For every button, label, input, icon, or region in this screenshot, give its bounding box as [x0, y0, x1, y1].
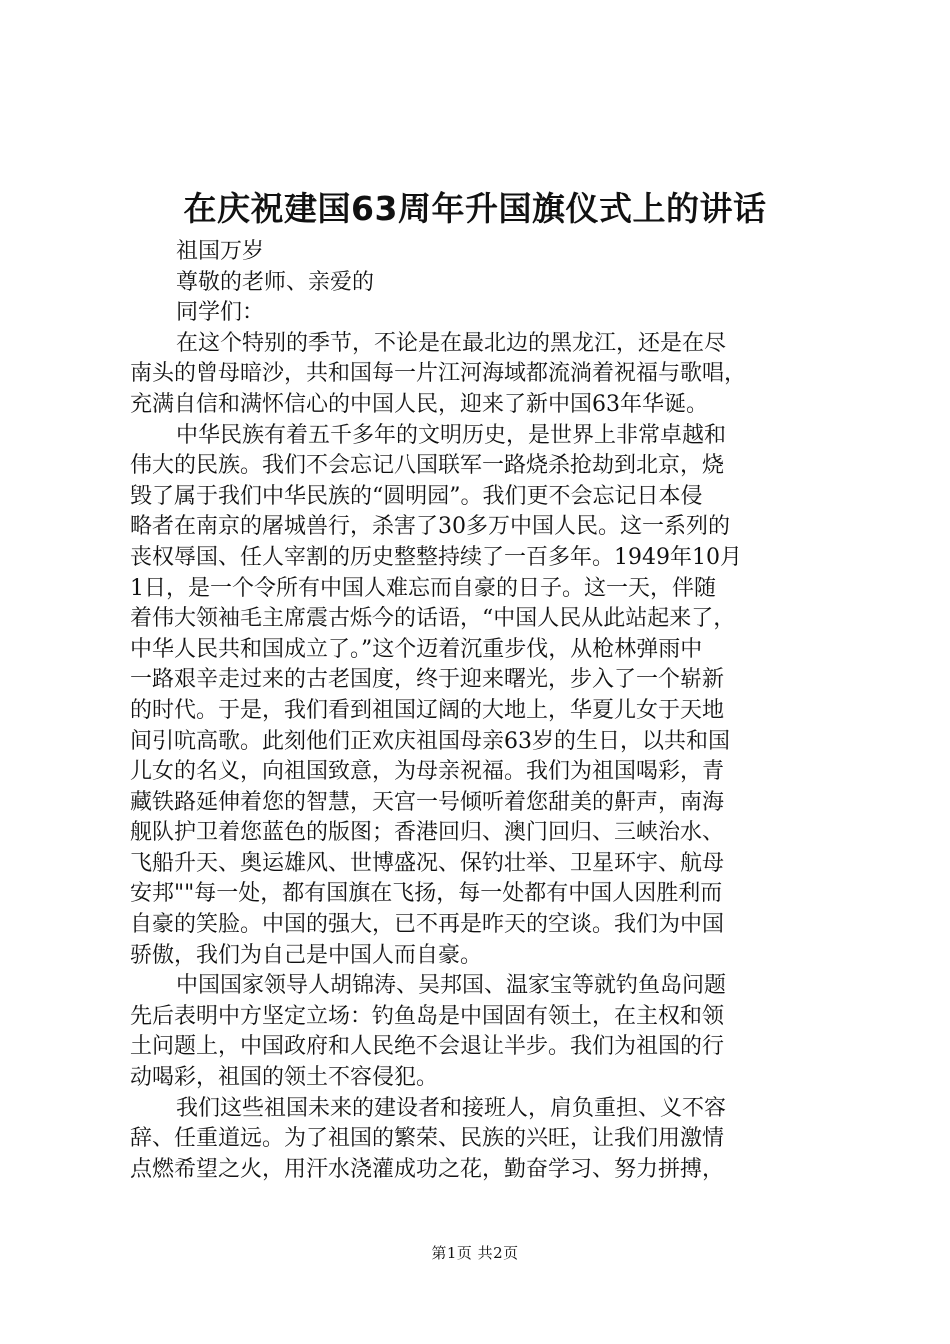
text-line: 飞船升天、奥运雄风、世博盛况、保钓壮举、卫星环宇、航母 — [130, 850, 725, 876]
text-line: 先后表明中方坚定立场：钓鱼岛是中国固有领土，在主权和领 — [130, 1003, 725, 1029]
text-line: 尊敬的老师、亲爱的 — [176, 269, 375, 295]
text-line: 着伟大领袖毛主席震古烁今的话语，“中国人民从此站起来了， — [130, 606, 736, 632]
text-line: 伟大的民族。我们不会忘记八国联军一路烧杀抢劫到北京，烧 — [130, 453, 725, 479]
text-line: 丧权辱国、任人宰割的历史整整持续了一百多年。1949年10月 — [130, 544, 742, 570]
text-line: 一路艰辛走过来的古老国度，终于迎来曙光，步入了一个崭新 — [130, 667, 725, 693]
text-line: 在这个特别的季节，不论是在最北边的黑龙江，还是在尽 — [176, 330, 727, 356]
text-line: 充满自信和满怀信心的中国人民，迎来了新中国63年华诞。 — [130, 391, 708, 417]
text-line: 略者在南京的屠城兽行，杀害了30多万中国人民。这一系列的 — [130, 514, 730, 540]
text-line: 安邦""每一处，都有国旗在飞扬，每一处都有中国人因胜利而 — [130, 881, 723, 907]
page-footer: 第1页 共2页 — [431, 1244, 519, 1262]
text-line: 舰队护卫着您蓝色的版图；香港回归、澳门回归、三峡治水、 — [130, 820, 725, 846]
text-line: 南头的曾母暗沙，共和国每一片江河海域都流淌着祝福与歌唱， — [130, 361, 747, 387]
text-line: 土问题上，中国政府和人民绝不会退让半步。我们为祖国的行 — [130, 1034, 725, 1060]
text-line: 同学们： — [176, 300, 265, 326]
text-line: 动喝彩，祖国的领土不容侵犯。 — [130, 1065, 439, 1091]
document-title: 在庆祝建国63周年升国旗仪式上的讲话 — [183, 189, 767, 228]
text-line: 祖国万岁 — [176, 239, 265, 264]
text-line: 骄傲，我们为自己是中国人而自豪。 — [130, 942, 483, 968]
text-line: 1日，是一个令所有中国人难忘而自豪的日子。这一天，伴随 — [130, 575, 716, 601]
text-line: 中国国家领导人胡锦涛、吴邦国、温家宝等就钓鱼岛问题 — [176, 973, 727, 999]
text-line: 藏铁路延伸着您的智慧，天宫一号倾听着您甜美的鼾声，南海 — [130, 789, 725, 815]
document-body — [130, 237, 826, 1185]
text-line: 自豪的笑脸。中国的强大，已不再是昨天的空谈。我们为中国 — [130, 912, 725, 938]
text-line: 间引吭高歌。此刻他们正欢庆祖国母亲63岁的生日，以共和国 — [130, 728, 730, 754]
text-line: 点燃希望之火，用汗水浇灌成功之花，勤奋学习、努力拼搏， — [130, 1156, 725, 1182]
text-line: 中华民族有着五千多年的文明历史，是世界上非常卓越和 — [176, 422, 727, 448]
text-line: 辞、任重道远。为了祖国的繁荣、民族的兴旺，让我们用激情 — [130, 1126, 725, 1152]
text-line: 的时代。于是，我们看到祖国辽阔的大地上，华夏儿女于天地 — [130, 697, 725, 723]
text-line: 儿女的名义，向祖国致意，为母亲祝福。我们为祖国喝彩，青 — [130, 759, 725, 785]
text-line: 我们这些祖国未来的建设者和接班人，肩负重担、义不容 — [176, 1095, 727, 1121]
text-line: 中华人民共和国成立了。”这个迈着沉重步伐，从枪林弹雨中 — [130, 636, 703, 662]
text-line: 毁了属于我们中华民族的“圆明园”。我们更不会忘记日本侵 — [130, 483, 703, 509]
